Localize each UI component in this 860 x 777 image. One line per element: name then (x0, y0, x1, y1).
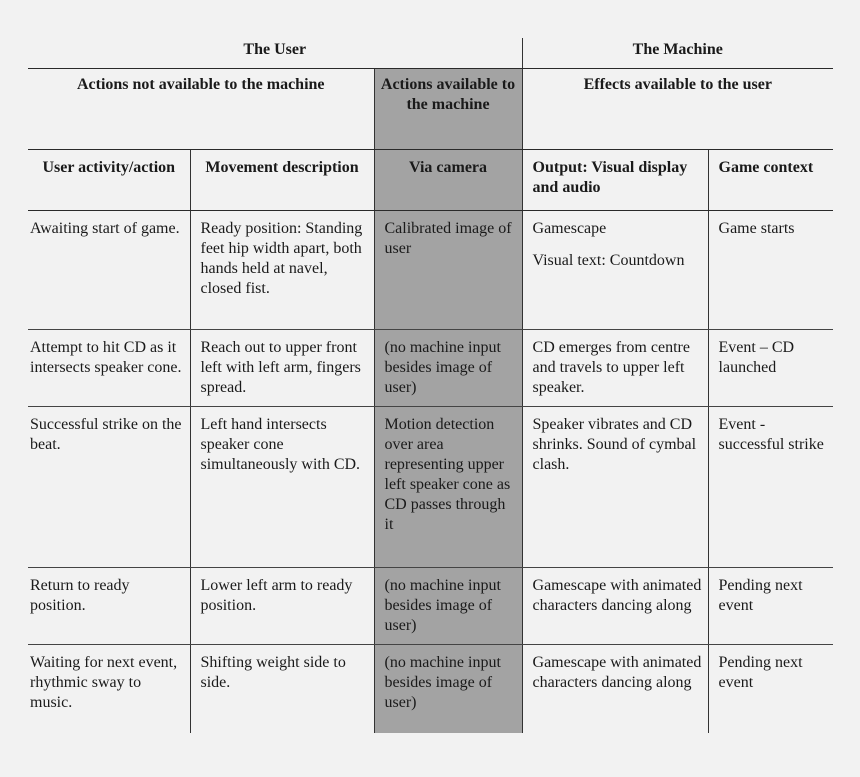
sub-header-not-available: Actions not available to the machine (28, 69, 374, 150)
cell-activity: Awaiting start of game. (28, 211, 190, 330)
table-row (28, 330, 833, 407)
cell-context: Event - successful strike (708, 407, 833, 568)
cell-activity: Attempt to hit CD as it intersects speaker cone. (28, 330, 190, 407)
column-header-row (28, 150, 833, 211)
cell-output (522, 330, 708, 407)
cell-camera: Calibrated image of user (374, 211, 522, 330)
cell-movement: Ready position: Standing feet hip width apart, both hands held at navel, closed fist. (190, 211, 374, 330)
cell-activity: Successful strike on the beat. (28, 407, 190, 568)
cell-output (522, 645, 708, 734)
group-header-user: The User (28, 38, 522, 69)
cell-output (522, 211, 708, 330)
cell-output-paragraph: Gamescape (532, 220, 607, 237)
cell-camera: (no machine input besides image of user) (374, 330, 522, 407)
table-row (28, 645, 833, 734)
cell-context: Pending next event (718, 654, 803, 691)
group-header-machine: The Machine (522, 38, 833, 69)
cell-camera: (no machine input besides image of user) (374, 568, 522, 645)
cell-activity: Return to ready position. (28, 568, 190, 645)
cell-context: Pending next event (708, 568, 833, 645)
column-header-output: Output: Visual display and audio (522, 150, 708, 211)
table-row (28, 211, 833, 330)
cell-output-paragraph: Speaker vibrates and CD shrinks. Sound of cymbal clash. (532, 416, 697, 473)
sub-header-row (28, 69, 833, 150)
table-container (28, 38, 860, 711)
group-header-row (28, 38, 833, 69)
column-header-activity: User activity/action (28, 150, 190, 211)
cell-movement: Left hand intersects speaker cone simultaneously with CD. (190, 407, 374, 568)
column-header-camera: Via camera (374, 150, 522, 211)
column-header-context: Game context (708, 150, 833, 211)
cell-output (522, 407, 708, 568)
cell-camera: Motion detection over area representing upper left speaker cone as CD passes through it (374, 407, 522, 568)
table-row (28, 407, 833, 568)
sub-header-available: Actions available to the machine (374, 69, 522, 150)
cell-context: Event – CD launched (708, 330, 833, 407)
cell-context: Game starts (708, 211, 833, 330)
cell-output-paragraph: CD emerges from centre and travels to upper left speaker. (532, 339, 690, 396)
cell-output-paragraph: Gamescape with animated characters dancing along (532, 577, 702, 614)
cell-movement: Lower left arm to ready position. (190, 568, 374, 645)
cell-output-paragraph: Gamescape with animated characters dancing along (532, 654, 702, 691)
cell-movement: Reach out to upper front left with left arm, fingers spread. (190, 330, 374, 407)
cell-output (522, 568, 708, 645)
sub-header-effects: Effects available to the user (522, 69, 833, 150)
cell-activity: Waiting for next event, rhythmic sway to music. (28, 645, 190, 734)
table-row (28, 568, 833, 645)
interaction-table (28, 38, 833, 733)
cell-output-paragraph: Visual text: Countdown (532, 252, 685, 269)
column-header-movement: Movement description (190, 150, 374, 211)
cell-movement: Shifting weight side to side. (190, 645, 374, 734)
cell-camera: (no machine input besides image of user) (374, 645, 522, 734)
